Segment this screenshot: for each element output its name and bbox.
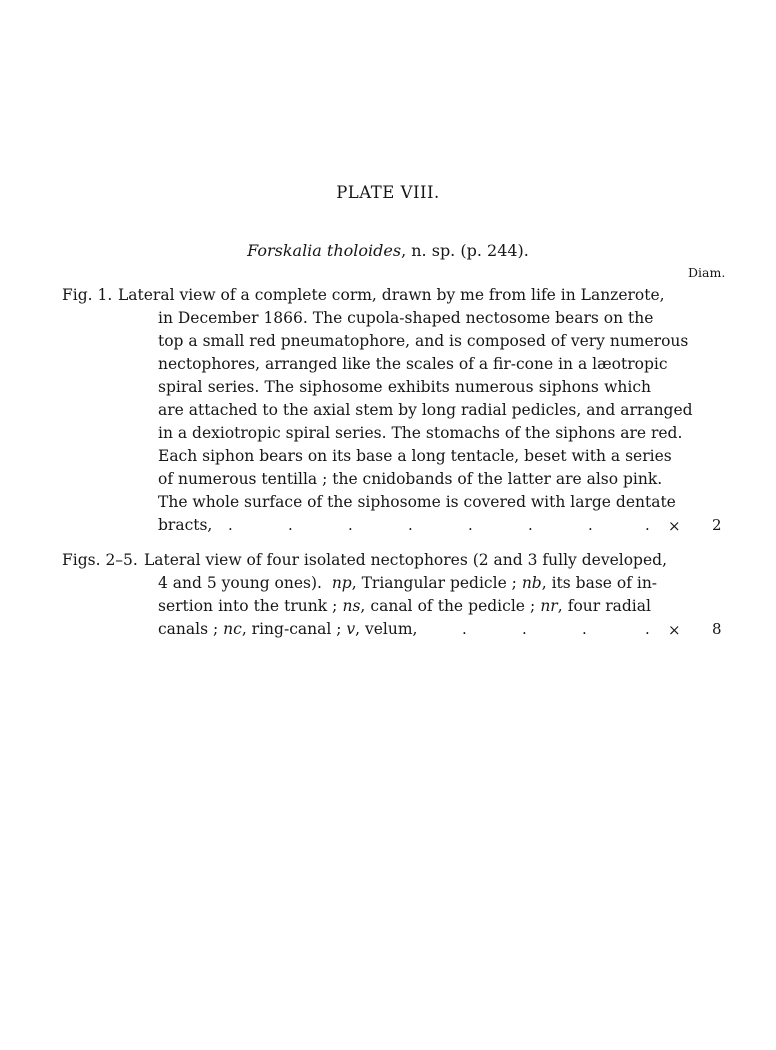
leader-dot: . (288, 516, 293, 534)
figure-label: Fig. 1. (62, 286, 113, 304)
leader-dot: . (228, 516, 233, 534)
caption-line: Each siphon bears on its base a long tentacle, beset with a series (158, 447, 672, 465)
leader-dot: . (582, 620, 587, 638)
magnification-value: 2 (712, 516, 722, 534)
magnification-value: 8 (712, 620, 722, 638)
caption-line: in December 1866. The cupola-shaped nectosome bears on the (158, 309, 654, 327)
leader-dot: . (408, 516, 413, 534)
caption-line: Lateral view of a complete corm, drawn by me from life in Lanzerote, (118, 286, 665, 304)
diameter-column-label: Diam. (688, 265, 726, 280)
leader-dot: . (348, 516, 353, 534)
caption-line: spiral series. The siphosome exhibits numerous siphons which (158, 378, 651, 396)
leader-dot: . (645, 516, 650, 534)
caption-line: nectophores, arranged like the scales of a fir-cone in a læotropic (158, 355, 668, 373)
caption-line: of numerous tentilla ; the cnidobands of the latter are also pink. (158, 470, 663, 488)
plate-title: PLATE VIII. (336, 183, 440, 202)
leader-dot: . (462, 620, 467, 638)
caption-line: canals ; nc, ring-canal ; v, velum, (158, 620, 418, 638)
magnification-sign: × (668, 621, 681, 639)
figure-label: Figs. 2–5. (62, 551, 138, 569)
leader-dot: . (588, 516, 593, 534)
caption-line: The whole surface of the siphosome is covered with large dentate (158, 493, 676, 511)
species-note: , n. sp. (p. 244). (401, 241, 529, 260)
caption-line: bracts, (158, 516, 213, 534)
caption-line: top a small red pneumatophore, and is composed of very numerous (158, 332, 689, 350)
caption-line: in a dexiotropic spiral series. The stomachs of the siphons are red. (158, 424, 683, 442)
leader-dot: . (645, 620, 650, 638)
plate-subtitle (0, 240, 776, 262)
caption-line: 4 and 5 young ones). np, Triangular pedicle ; nb, its base of in- (158, 574, 658, 592)
leader-dot: . (468, 516, 473, 534)
caption-line: are attached to the axial stem by long radial pedicles, and arranged (158, 401, 693, 419)
caption-line: Lateral view of four isolated nectophores (2 and 3 fully developed, (144, 551, 667, 569)
leader-dot: . (528, 516, 533, 534)
leader-dot: . (522, 620, 527, 638)
magnification-sign: × (668, 517, 681, 535)
species-name: Forskalia tholoides (247, 241, 402, 260)
caption-line: sertion into the trunk ; ns, canal of the pedicle ; nr, four radial (158, 597, 651, 615)
